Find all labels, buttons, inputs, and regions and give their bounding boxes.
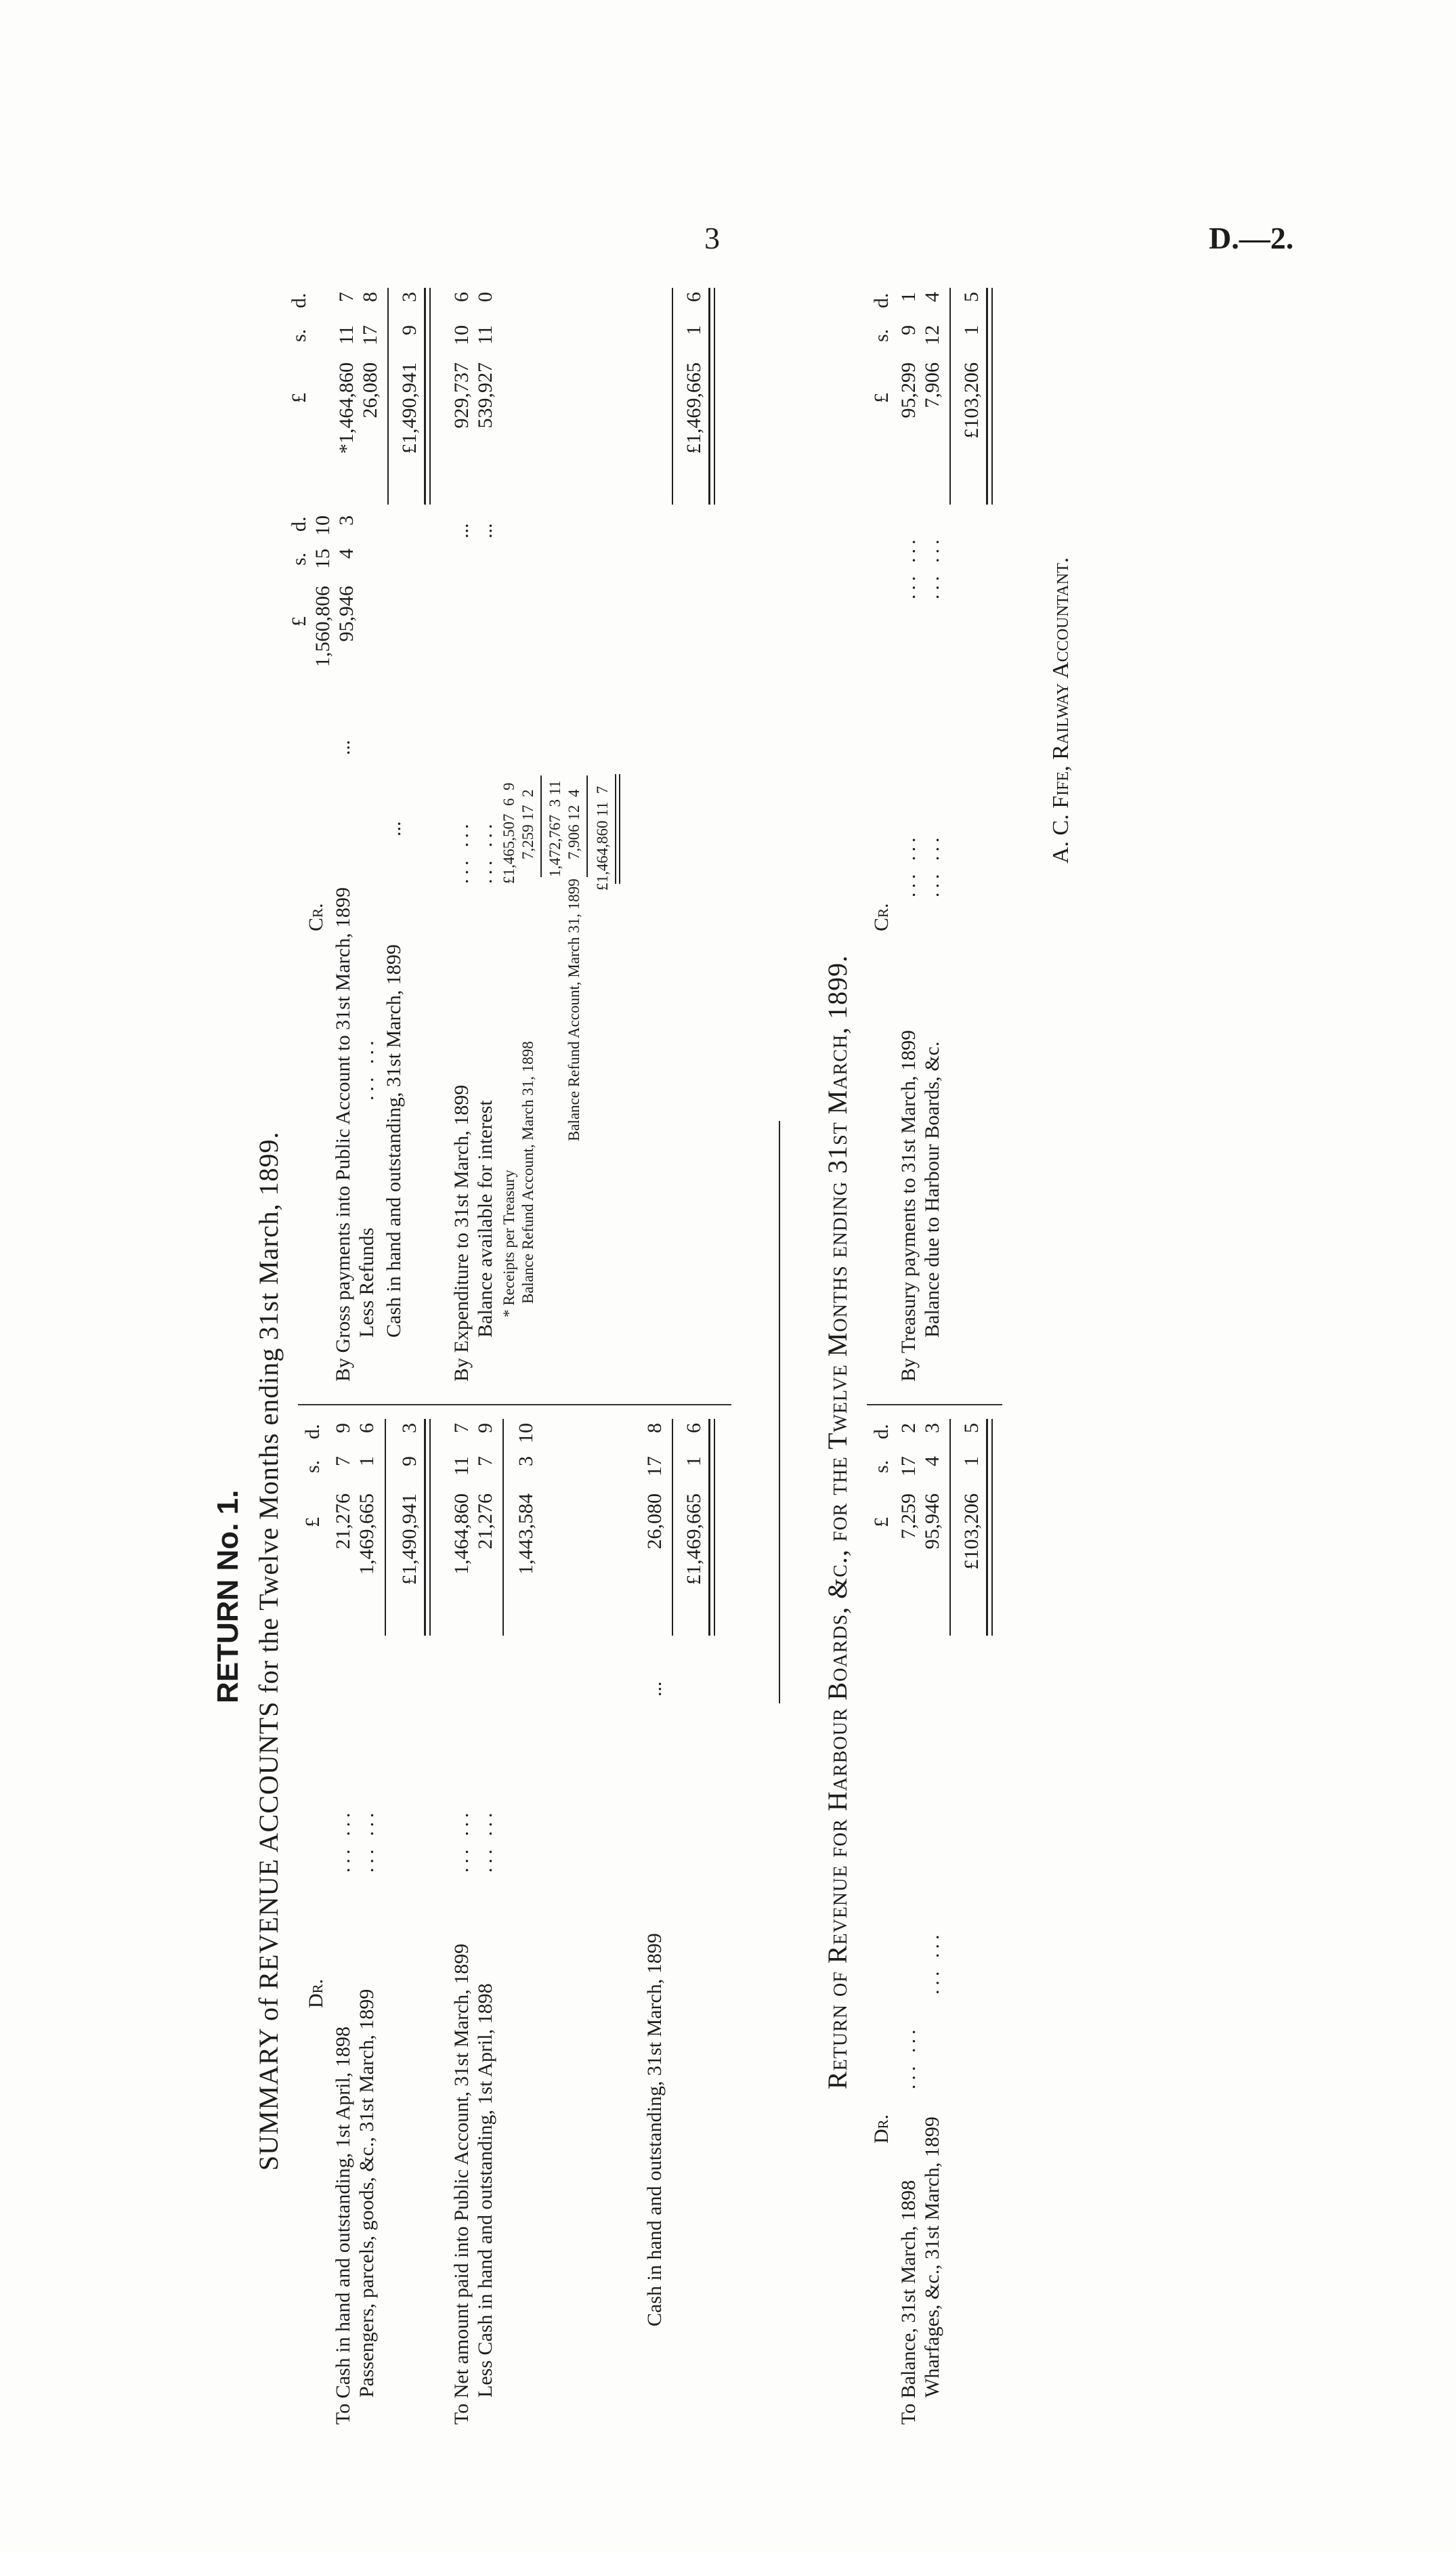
summary-dr-row3-text: To Net amount paid into Public Account, 31st March, 1899 <box>450 1943 473 2425</box>
summary-cr-total2-top-rule <box>672 288 673 505</box>
harbour-cr-row2-d: 4 <box>921 292 943 302</box>
summary-cr-total1-rule <box>429 288 431 505</box>
leader-dots: ... <box>643 1681 666 1697</box>
harbour-dr-row1-s: 17 <box>897 1456 920 1476</box>
leader-dots: ... ... <box>921 1930 943 1995</box>
leader-dots: ... ... <box>897 535 920 599</box>
summary-dr-row1-text: To Cash in hand and outstanding, 1st April, 1898 <box>332 2026 354 2425</box>
harbour-dr-row2-d: 3 <box>921 1423 943 1433</box>
summary-cr-row1-text: By Gross payments into Public Account to 31st March, 1899 <box>332 887 354 1382</box>
harbour-cr-row2-amount: 7,906 <box>921 362 943 408</box>
summary-dr-row2-text: Passengers, parcels, goods, &c., 31st March, 1899 <box>356 1989 378 2398</box>
harbour-cr-row2-s: 12 <box>921 325 943 345</box>
leader-dots: ... ... <box>474 1808 496 1873</box>
harbour-cr-total-rule <box>986 288 988 505</box>
summary-cr-total2-d: 6 <box>683 292 705 302</box>
money-head-s: s. <box>288 328 310 342</box>
harbour-dr-total-amount: £103,206 <box>960 1493 983 1570</box>
leader-dots: ... ... <box>897 833 920 897</box>
harbour-dr-row1-text: To Balance, 31st March, 1898 <box>897 2179 920 2425</box>
harbour-cr-row1-amount: 95,299 <box>897 362 920 419</box>
leader-dots: ... ... <box>921 833 943 897</box>
harbour-dr-total-top-rule <box>949 1419 951 1636</box>
money-head-s: s. <box>870 1460 893 1473</box>
summary-cr-row4-d: 6 <box>450 292 473 302</box>
leader-dots: ... <box>474 523 496 538</box>
return-title: RETURN No. 1. <box>211 1489 244 1703</box>
harbour-cr-row1-text: By Treasury payments to 31st March, 1899 <box>897 1029 920 1382</box>
summary-cr-note1-amount: £1,465,507 6 9 <box>500 782 517 884</box>
harbour-dr-total-rule <box>991 1419 993 1636</box>
summary-dr-row1-amount: 21,276 <box>332 1493 354 1550</box>
summary-cr-net-s: 11 <box>335 325 358 345</box>
leader-dots: ... <box>383 821 405 836</box>
summary-dr-total1-s: 9 <box>398 1456 421 1466</box>
harbour-dr-row2-amount: 95,946 <box>921 1493 943 1550</box>
summary-cr-note2-text: Balance Refund Account, March 31, 1898 <box>519 1041 536 1304</box>
summary-dr-total2-amount: £1,469,665 <box>683 1493 705 1585</box>
summary-dr-diff-amount: 1,443,584 <box>515 1493 537 1575</box>
harbour-dr-label: Dr. <box>870 2114 893 2144</box>
summary-cr-row3-s: 17 <box>359 325 381 345</box>
money-head-d: d. <box>301 1424 324 1439</box>
summary-dr-diff-d: 10 <box>515 1423 537 1443</box>
harbour-cr-total-rule <box>991 288 993 505</box>
summary-dr-row5-s: 17 <box>643 1456 666 1476</box>
summary-dr-total1-amount: £1,490,941 <box>398 1493 421 1585</box>
summary-cr-label: Cr. <box>305 903 327 931</box>
document-id: D.—2. <box>1209 221 1294 255</box>
summary-cr-total2-rule <box>714 288 715 505</box>
summary-cr-row4-amount: 929,737 <box>450 362 473 429</box>
summary-dr-row5-d: 8 <box>643 1423 666 1433</box>
summary-cr-note-total: £1,464,860 11 7 <box>594 786 611 891</box>
summary-cr-note-sum: 1,472,767 3 11 <box>547 780 563 877</box>
summary-cr-note3-amount: 7,906 12 4 <box>565 789 582 859</box>
summary-title: SUMMARY of REVENUE ACCOUNTS for the Twelve Months ending 31st March, 1899. <box>253 1131 284 2171</box>
summary-cr-row5-d: 0 <box>474 292 496 302</box>
summary-dr-total1-d: 3 <box>398 1423 421 1433</box>
summary-cr-row4-s: 10 <box>450 325 473 345</box>
summary-dr-row4-d: 9 <box>474 1423 496 1433</box>
harbour-cr-total-d: 5 <box>960 292 983 302</box>
harbour-center-divider <box>867 1404 1002 1405</box>
summary-cr-row5-s: 11 <box>474 325 496 345</box>
summary-cr-row1-amount: 1,560,806 <box>312 586 334 667</box>
leader-dots: ... ... <box>474 820 496 884</box>
money-head-pound: £ <box>288 393 310 403</box>
money-head-pound: £ <box>870 393 893 403</box>
harbour-dr-row1-amount: 7,259 <box>897 1493 920 1539</box>
summary-dr-label: Dr. <box>305 1978 327 2008</box>
summary-dr-row5-amount: 26,080 <box>643 1493 666 1550</box>
harbour-cr-total-amount: £103,206 <box>960 362 983 439</box>
leader-dots: ... <box>332 740 354 755</box>
summary-cr-row1-s: 15 <box>312 549 334 569</box>
summary-dr-diff-rule <box>502 1419 504 1636</box>
leader-dots: ... ... <box>921 535 943 599</box>
money-head-pound: £ <box>288 616 310 626</box>
summary-center-divider <box>298 1404 731 1405</box>
money-head-s: s. <box>870 328 893 342</box>
summary-dr-row1-d: 9 <box>332 1423 354 1433</box>
leader-dots: ... ... <box>332 1808 354 1873</box>
harbour-cr-row1-d: 1 <box>897 292 920 302</box>
summary-dr-subtotal-rule <box>385 1419 386 1636</box>
summary-cr-note-rule <box>619 774 620 884</box>
harbour-cr-total-top-rule <box>949 288 951 505</box>
harbour-title: Return of Revenue for Harbour Boards, &c., for the Twelve Months ending 31st March, 1899. <box>822 954 853 2089</box>
summary-cr-row4-text: By Expenditure to 31st March, 1899 <box>450 1084 473 1382</box>
leader-dots: ... ... <box>356 1808 378 1873</box>
summary-dr-total2-s: 1 <box>683 1456 705 1466</box>
summary-dr-row4-amount: 21,276 <box>474 1493 496 1550</box>
summary-dr-row3-amount: 1,464,860 <box>450 1493 473 1575</box>
summary-cr-note-rule <box>615 774 616 884</box>
money-head-s: s. <box>301 1460 324 1473</box>
rotated-accounts-sheet <box>211 261 1314 2428</box>
leader-dots: ... ... <box>450 820 473 884</box>
summary-cr-total2-s: 1 <box>683 325 705 335</box>
harbour-dr-row2-s: 4 <box>921 1456 943 1466</box>
summary-cr-row2-d: 3 <box>335 515 358 526</box>
summary-cr-total2-rule <box>708 288 710 505</box>
money-head-pound: £ <box>301 1517 324 1527</box>
summary-cr-row3-d: 8 <box>359 292 381 302</box>
summary-cr-row5-text: Balance available for interest <box>474 1100 496 1338</box>
summary-dr-row3-d: 7 <box>450 1423 473 1433</box>
harbour-dr-row2-text: Wharfages, &c., 31st March, 1899 <box>921 2117 943 2398</box>
harbour-dr-total-d: 5 <box>960 1423 983 1433</box>
summary-cr-net-d: 7 <box>335 292 358 302</box>
summary-cr-note-rule <box>540 775 542 877</box>
money-head-d: d. <box>870 293 893 308</box>
summary-dr-row4-s: 7 <box>474 1456 496 1466</box>
summary-cr-total1-d: 3 <box>398 292 421 302</box>
summary-cr-row2-s: 4 <box>335 549 358 559</box>
summary-dr-row5-text: Cash in hand and outstanding, 31st March, 1899 <box>643 1933 666 2326</box>
summary-dr-total2-d: 6 <box>683 1423 705 1433</box>
summary-dr-diff-s: 3 <box>515 1456 537 1466</box>
summary-cr-note2-amount: 7,259 17 2 <box>519 789 536 859</box>
summary-dr-total1-rule <box>429 1419 431 1636</box>
summary-dr-total2-rule <box>714 1419 715 1636</box>
summary-cr-row1-d: 10 <box>312 515 334 536</box>
summary-cr-row3-text: Cash in hand and outstanding, 31st March, 1899 <box>383 944 405 1338</box>
summary-cr-total1-rule <box>424 288 426 505</box>
summary-cr-note-rule <box>586 775 588 877</box>
summary-cr-row2-text: Less Refunds <box>356 1227 378 1338</box>
money-head-s: s. <box>288 552 310 566</box>
section-separator <box>779 1121 780 1703</box>
harbour-dr-total-rule <box>986 1419 988 1636</box>
summary-cr-net-amount: *1,464,860 <box>335 362 358 454</box>
summary-cr-subtotal-rule <box>387 288 389 505</box>
summary-cr-note3-text: Balance Refund Account, March 31, 1899 <box>565 878 582 1141</box>
summary-dr-row2-amount: 1,469,665 <box>356 1493 378 1575</box>
harbour-cr-total-s: 1 <box>960 325 983 335</box>
summary-dr-row4-text: Less Cash in hand and outstanding, 1st April, 1898 <box>474 1983 496 2398</box>
page-number: 3 <box>704 221 720 255</box>
leader-dots: ... <box>450 523 473 538</box>
summary-cr-total2-amount: £1,469,665 <box>683 362 705 454</box>
summary-cr-row2-amount: 95,946 <box>335 586 358 642</box>
harbour-dr-row1-d: 2 <box>897 1423 920 1433</box>
harbour-cr-row1-s: 9 <box>897 325 920 335</box>
summary-dr-total2-rule <box>708 1419 710 1636</box>
summary-cr-total1-s: 9 <box>398 325 421 335</box>
summary-cr-total1-amount: £1,490,941 <box>398 362 421 454</box>
harbour-cr-row2-text: Balance due to Harbour Boards, &c. <box>921 1041 943 1338</box>
summary-dr-row3-s: 11 <box>450 1456 473 1476</box>
money-head-d: d. <box>870 1424 893 1439</box>
leader-dots: ... ... <box>356 1036 378 1101</box>
accountant-signature: A. C. Fife, Railway Accountant. <box>1048 557 1073 864</box>
summary-dr-total2-top-rule <box>672 1419 673 1636</box>
leader-dots: ... ... <box>897 2025 920 2089</box>
summary-cr-row3-amount: 26,080 <box>359 362 381 419</box>
money-head-d: d. <box>288 516 310 532</box>
summary-cr-row5-amount: 539,927 <box>474 362 496 429</box>
summary-dr-row2-d: 6 <box>356 1423 378 1433</box>
harbour-dr-total-s: 1 <box>960 1456 983 1466</box>
summary-dr-row1-s: 7 <box>332 1456 354 1466</box>
leader-dots: ... ... <box>450 1808 473 1873</box>
money-head-d: d. <box>288 293 310 308</box>
summary-cr-note1-text: * Receipts per Treasury <box>500 1170 517 1317</box>
money-head-pound: £ <box>870 1517 893 1527</box>
summary-dr-row2-s: 1 <box>356 1456 378 1466</box>
harbour-cr-label: Cr. <box>870 903 893 931</box>
summary-dr-total1-rule <box>424 1419 426 1636</box>
